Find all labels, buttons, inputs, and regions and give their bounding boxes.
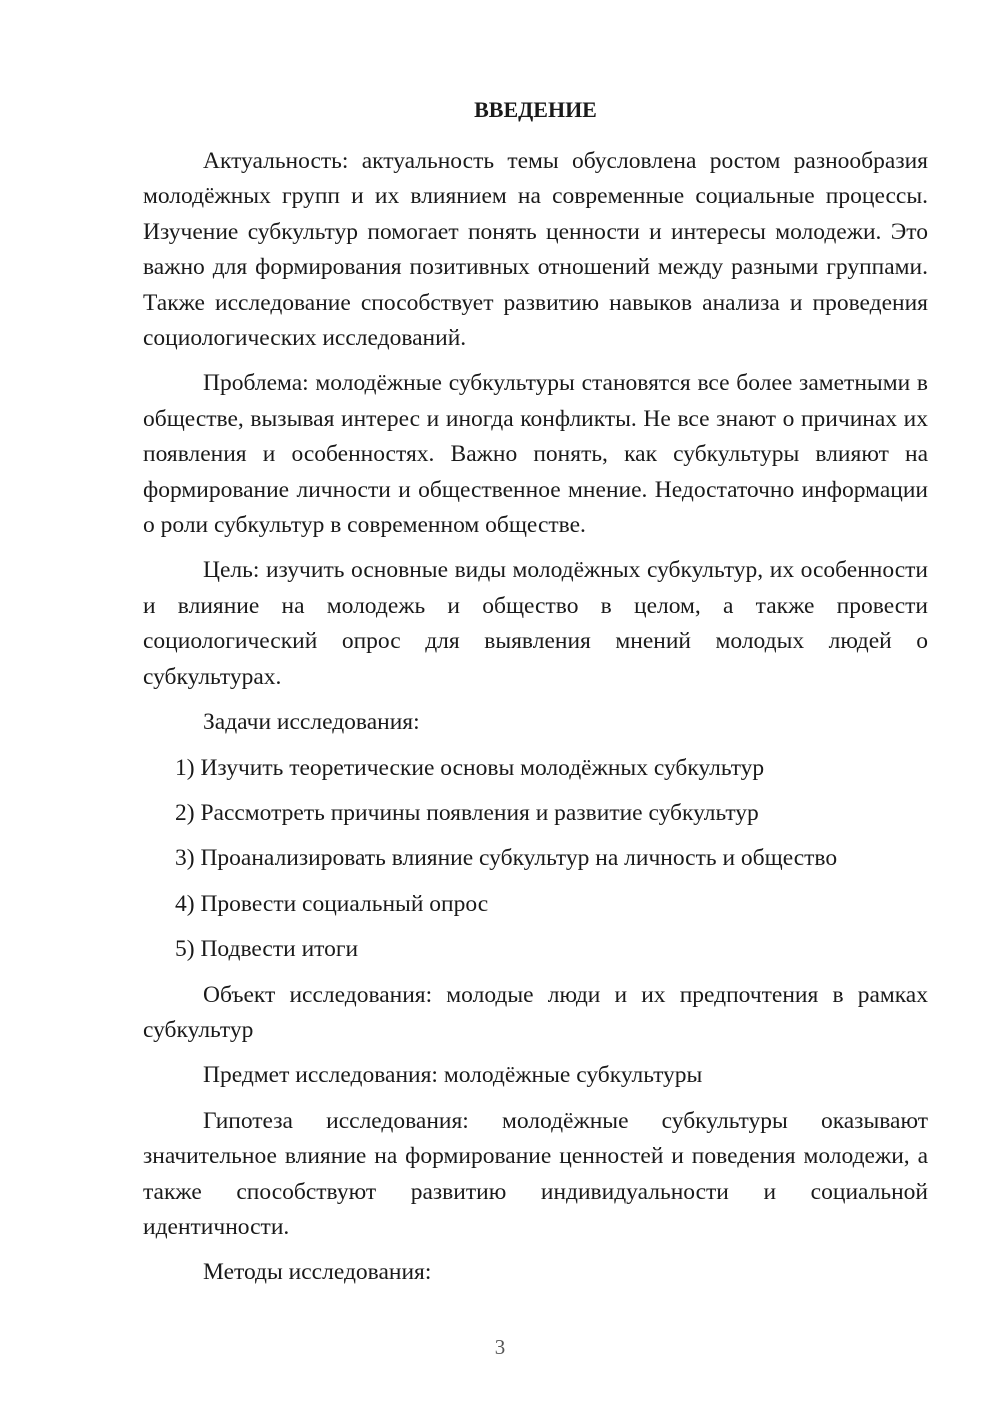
section-heading: ВВЕДЕНИЕ [474, 97, 597, 122]
hypothesis-paragraph: Гипотеза исследования: молодёжные субкультуры оказывают значительное влияние на формирование ценностей и поведения молодежи, а также способствуют развитию индивидуальности и социальной идентичности. [143, 1107, 928, 1240]
methods-label: Методы исследования: [203, 1259, 432, 1286]
list-item: 3) Проанализировать влияние субкультур на личность и общество [175, 845, 838, 872]
list-item: 1) Изучить теоретические основы молодёжных субкультур [175, 754, 765, 781]
tasks-list [143, 751, 928, 968]
list-item: 2) Рассмотреть причины появления и развитие субкультур [175, 799, 759, 826]
goal-paragraph: Цель: изучить основные виды молодёжных субкультур, их особенности и влияние на молодежь и общество в целом, а также провести социологический опрос для выявления мнений молодых людей о субкультурах. [143, 557, 928, 690]
list-item: 5) Подвести итоги [175, 936, 359, 963]
document-page [143, 95, 928, 1301]
subject-paragraph: Предмет исследования: молодёжные субкультуры [203, 1062, 703, 1089]
relevance-paragraph: Актуальность: актуальность темы обусловлена ростом разнообразия молодёжных групп и их влиянием на современные социальные процессы. Изучение субкультур помогает понять ценности и интересы молодежи. Это важно для формирования позитивных отношений между разными группами. Также исследование способствует развитию навыков анализа и проведения социологических исследований. [143, 148, 928, 352]
object-paragraph: Объект исследования: молодые люди и их предпочтения в рамках субкультур [143, 981, 928, 1043]
list-item: 4) Провести социальный опрос [175, 890, 489, 917]
problem-paragraph: Проблема: молодёжные субкультуры становятся все более заметными в обществе, вызывая интерес и иногда конфликты. Не все знают о причинах их появления и особенностях. Важно понять, как субкультуры влияют на формирование личности и общественное мнение. Недостаточно информации о роли субкультур в современном обществе. [143, 370, 928, 539]
tasks-label: Задачи исследования: [203, 709, 420, 736]
page-number: 3 [494, 1335, 506, 1359]
